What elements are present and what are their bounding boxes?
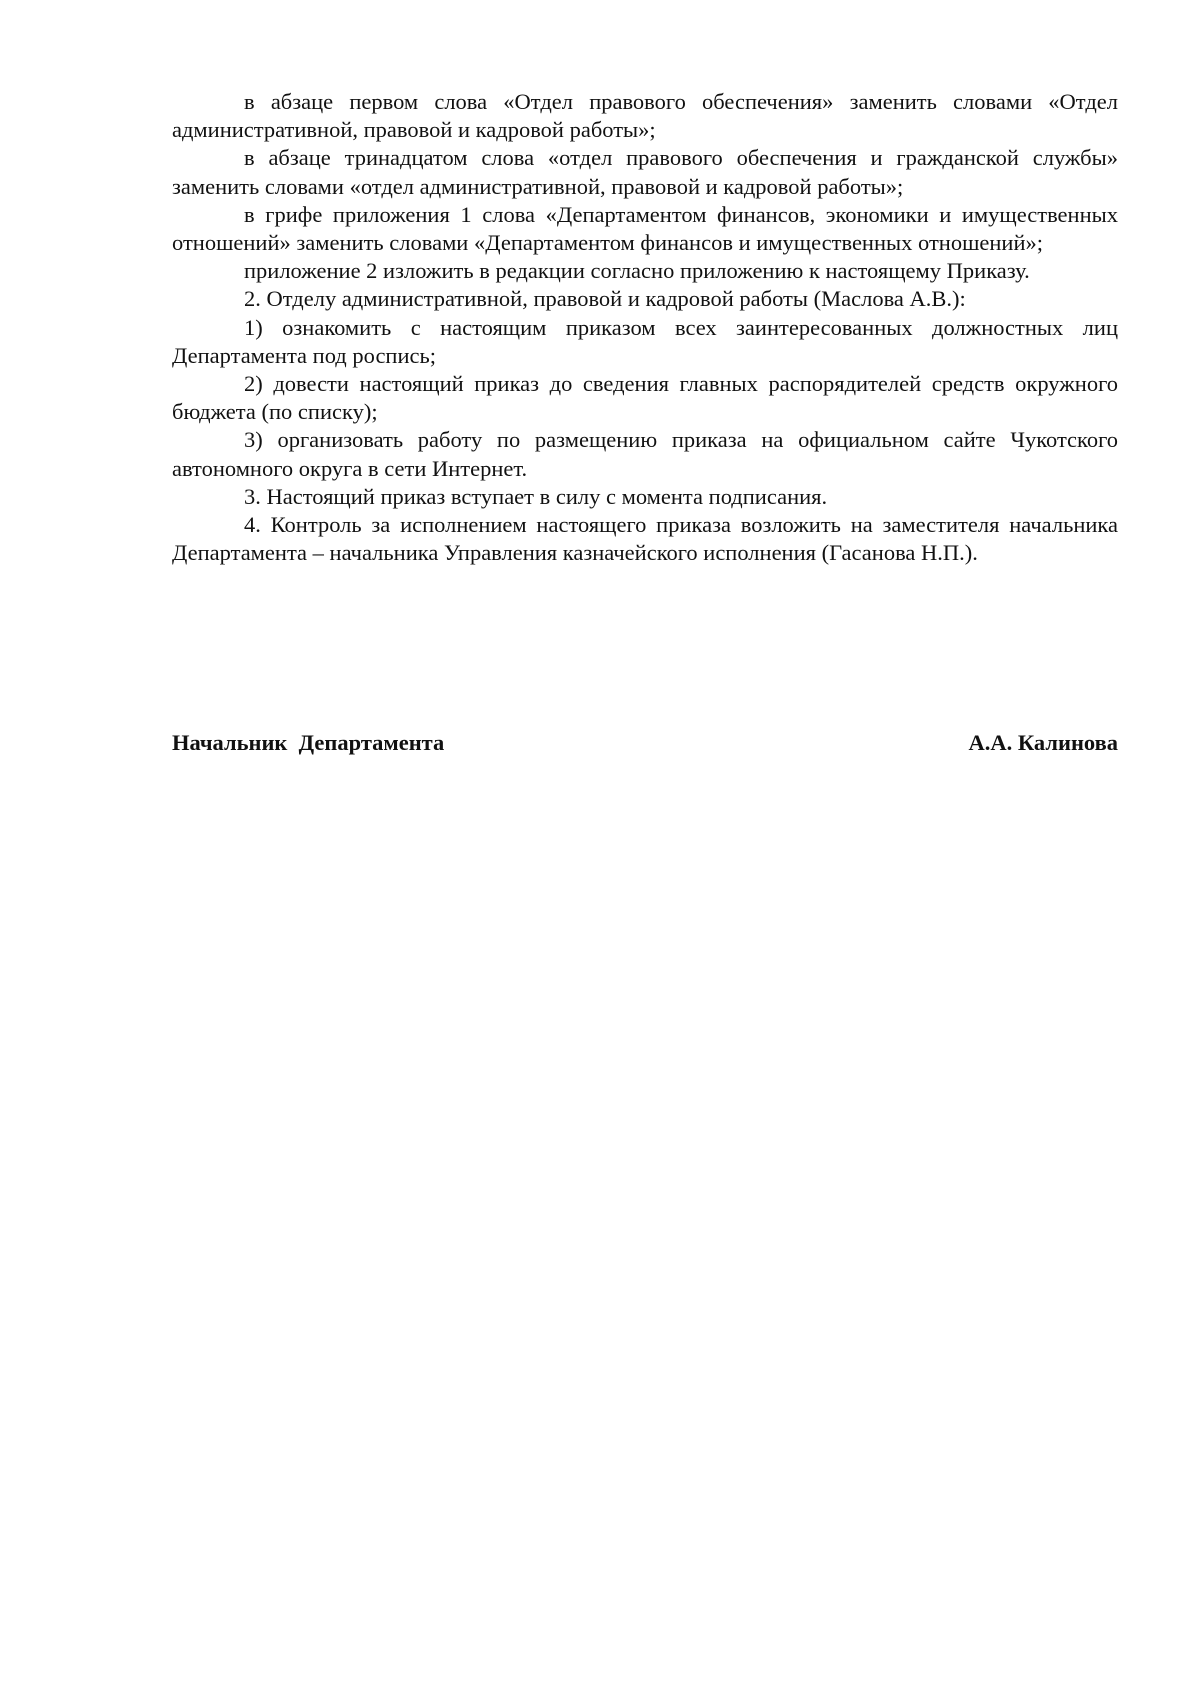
- paragraph-item-3: 3. Настоящий приказ вступает в силу с момента подписания.: [244, 483, 828, 509]
- paragraph-amendment-4: приложение 2 изложить в редакции согласно приложению к настоящему Приказу.: [244, 258, 1030, 284]
- paragraph-subitem-2: 2) довести настоящий приказ до сведения главных распорядителей средств окружного бюджета (по списку);: [172, 371, 1118, 425]
- signature-block: [172, 729, 1118, 757]
- signatory-name: А.А. Калинова: [968, 730, 1118, 755]
- paragraph-subitem-3: 3) организовать работу по размещению приказа на официальном сайте Чукотского автономного округа в сети Интернет.: [172, 427, 1118, 481]
- paragraph-item-4: 4. Контроль за исполнением настоящего приказа возложить на заместителя начальника Департамента – начальника Управления казначейского исполнения (Гасанова Н.П.).: [172, 512, 1118, 566]
- paragraph-item-2: 2. Отделу административной, правовой и кадровой работы (Маслова А.В.):: [244, 286, 966, 312]
- paragraph-amendment-3: в грифе приложения 1 слова «Департаментом финансов, экономики и имущественных отношений» заменить словами «Департаментом финансов и имущественных отношений»;: [172, 201, 1118, 256]
- paragraph-amendment-2: в абзаце тринадцатом слова «отдел правового обеспечения и гражданской службы» заменить словами «отдел административной, правовой и кадровой работы»;: [172, 145, 1118, 199]
- paragraph-amendment-1: в абзаце первом слова «Отдел правового обеспечения» заменить словами «Отдел административной, правовой и кадровой работы»;: [172, 89, 1118, 143]
- paragraph-subitem-1: 1) ознакомить с настоящим приказом всех заинтересованных должностных лиц Департамента под роспись;: [172, 314, 1118, 368]
- signatory-position: Начальник Департамента: [172, 730, 445, 755]
- document-body: [172, 88, 1118, 567]
